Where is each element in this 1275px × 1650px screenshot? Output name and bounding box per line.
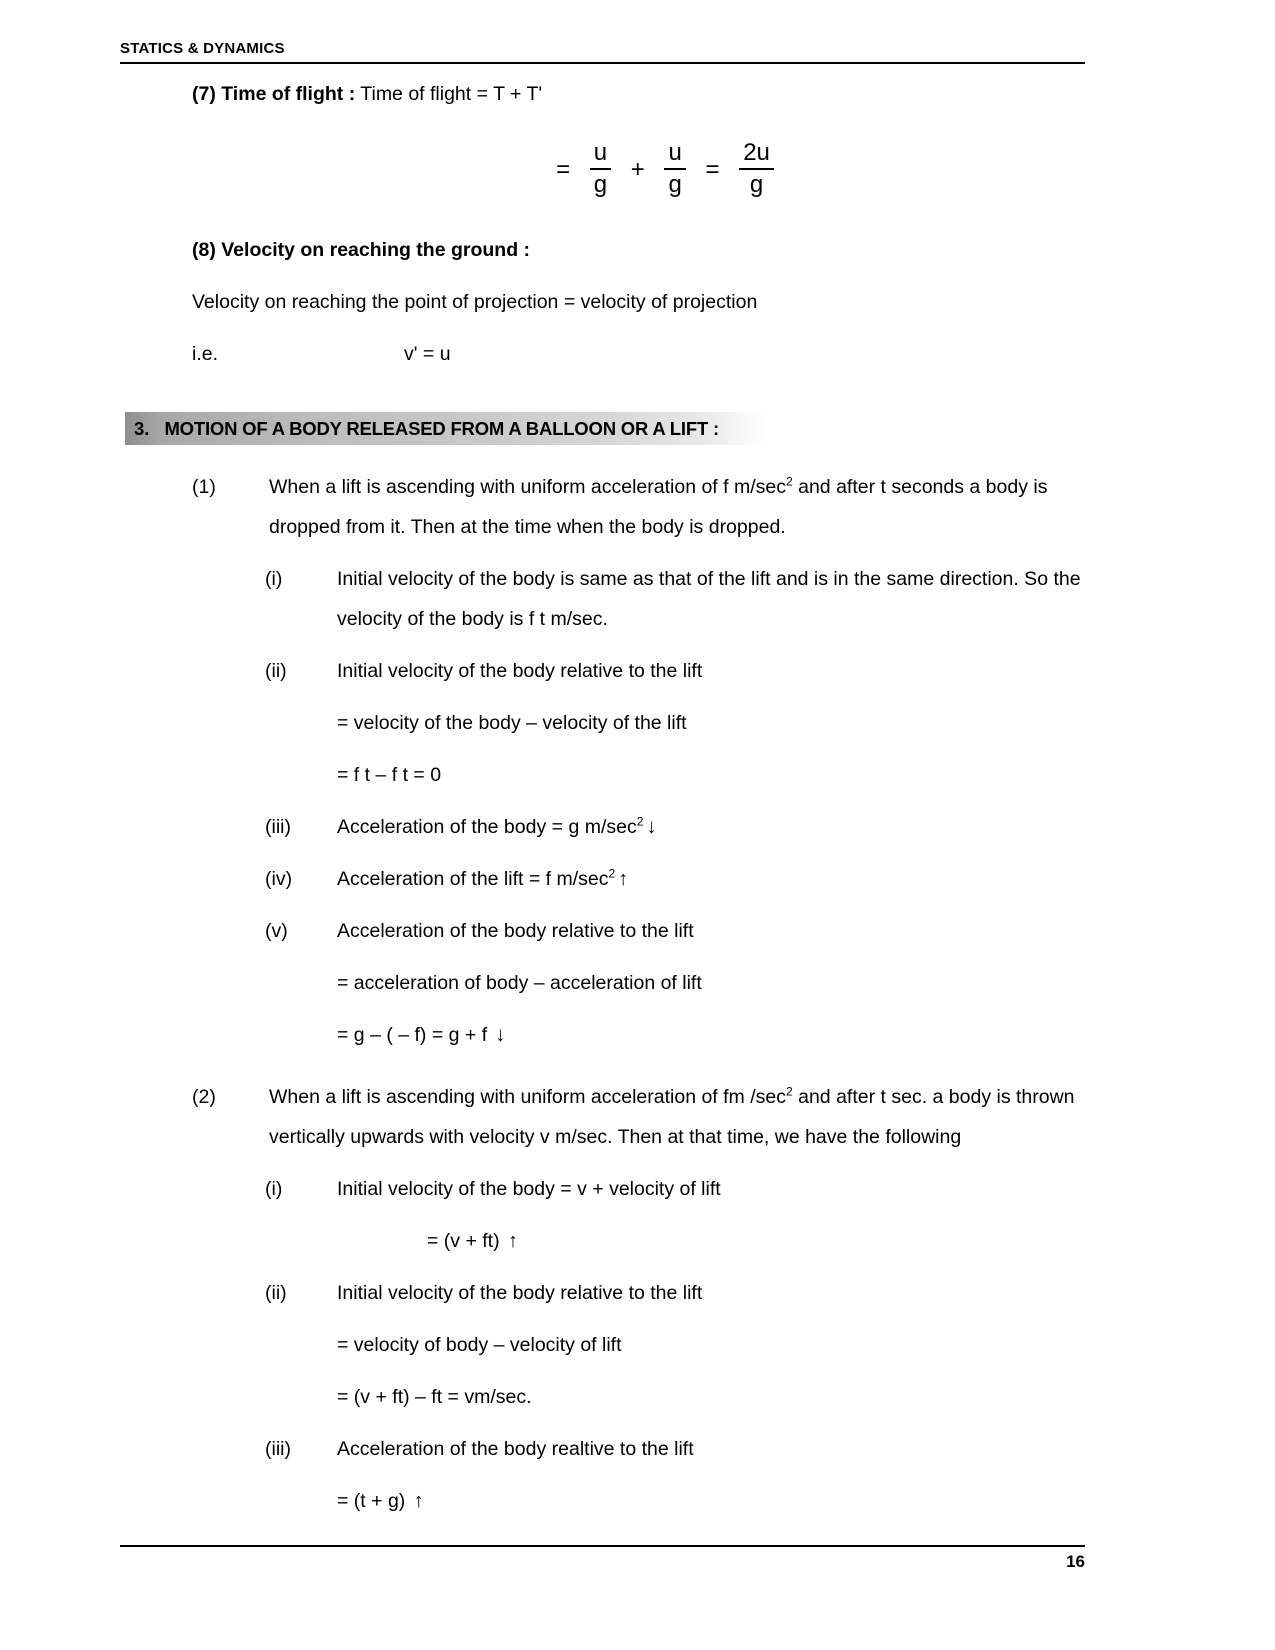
fraction-u-over-g-1	[590, 139, 611, 199]
point-1-sub-v-line-2	[337, 1015, 1090, 1055]
item-8-heading: (8) Velocity on reaching the ground :	[192, 239, 531, 261]
superscript-2: 2	[608, 866, 616, 881]
spacer	[0, 1157, 1275, 1169]
point-2-marker: (2)	[192, 1086, 216, 1108]
point-2-text-part-b: and after t sec. a body is thrown vertically upwards with velocity v m/sec. Then at that time, we have the following	[269, 1086, 1075, 1148]
point-1-text	[269, 467, 1090, 547]
point-2-sub-ii-text: Initial velocity of the body relative to the lift	[337, 1282, 703, 1304]
ie-value: v' = u	[404, 343, 451, 365]
point-2-sub-iii-lines	[265, 1481, 1090, 1521]
point-1-sub-iv-marker: (iv)	[265, 868, 293, 890]
equals-sign-2: =	[705, 156, 720, 183]
fraction-denominator: g	[593, 171, 608, 198]
running-header-title: STATICS & DYNAMICS	[120, 40, 285, 57]
point-2-sub-i-marker: (i)	[265, 1178, 283, 1200]
time-of-flight-equation	[0, 140, 1275, 200]
point-1-row	[192, 467, 1090, 547]
point-1-sub-v-marker: (v)	[265, 920, 288, 942]
spacer	[265, 743, 1090, 755]
point-2-sub-i-equation-text: = (v + ft)	[426, 1230, 506, 1252]
document-body	[0, 74, 1275, 1521]
point-1-sub-iii-row	[265, 807, 1090, 847]
spacer	[0, 1417, 1275, 1429]
point-2-sub-ii-line-2: = (v + ft) – ft = vm/sec.	[337, 1386, 532, 1408]
plus-sign: +	[630, 156, 645, 183]
spacer	[0, 639, 1275, 651]
point-1-sub-i-row	[265, 559, 1090, 639]
footer-page-number: 16	[1066, 1552, 1085, 1571]
spacer	[0, 691, 1275, 703]
item-7-heading-line	[192, 74, 1090, 114]
spacer	[0, 847, 1275, 859]
spacer	[0, 322, 1275, 334]
point-2-sub-iii-line-1	[337, 1481, 1090, 1521]
point-2-text	[269, 1077, 1090, 1157]
spacer	[0, 899, 1275, 911]
equals-sign-1: =	[556, 156, 571, 183]
item-8-line-1: Velocity on reaching the point of projection = velocity of projection	[192, 291, 758, 313]
spacer	[0, 951, 1275, 963]
down-arrow-icon: ↓	[495, 1024, 506, 1046]
fraction-u-over-g-2	[664, 139, 685, 199]
point-1-sub-iii-text	[337, 807, 1090, 847]
up-arrow-icon: ↑	[413, 1490, 424, 1512]
spacer	[0, 270, 1275, 282]
spacer	[265, 1003, 1090, 1015]
fraction-bar	[739, 168, 774, 170]
point-1-marker: (1)	[192, 476, 216, 498]
spacer	[0, 1055, 1275, 1077]
point-2-sub-ii-lines	[265, 1325, 1090, 1417]
spacer	[0, 1261, 1275, 1273]
spacer	[0, 208, 1275, 230]
ie-label: i.e.	[192, 343, 219, 365]
superscript-2: 2	[785, 1084, 793, 1099]
point-2-sub-ii-marker: (ii)	[265, 1282, 287, 1304]
superscript-2: 2	[636, 814, 644, 829]
item-7-label: (7) Time of flight :	[192, 83, 356, 105]
spacer	[0, 1313, 1275, 1325]
point-1-sub-iv-text	[337, 859, 1090, 899]
fraction-numerator: u	[593, 139, 608, 166]
point-1-sub-ii-row	[265, 651, 1090, 691]
point-1-sub-v-lines	[265, 963, 1090, 1055]
point-1-sub-ii-line-2: = f t – f t = 0	[337, 764, 442, 786]
fraction-numerator: 2u	[743, 139, 770, 166]
spacer	[265, 1365, 1090, 1377]
fraction-numerator: u	[668, 139, 682, 166]
up-arrow-icon: ↑	[618, 868, 629, 890]
point-2-sub-ii-line-1: = velocity of body – velocity of lift	[337, 1334, 622, 1356]
point-1-sub-v-line-1: = acceleration of body – acceleration of lift	[337, 972, 702, 994]
point-1-sub-ii-text: Initial velocity of the body relative to the lift	[337, 660, 703, 682]
point-1-sub-ii-line-1: = velocity of the body – velocity of the lift	[337, 712, 687, 734]
point-1-sub-i-text: Initial velocity of the body is same as that of the lift and is in the same direction. So the velocity of the body is f t m/sec.	[337, 568, 1081, 630]
point-1-sub-ii-marker: (ii)	[265, 660, 287, 682]
section-title: MOTION OF A BODY RELEASED FROM A BALLOON OR A LIFT :	[164, 417, 719, 439]
point-1-sub-v-line-2-text: = g – ( – f) = g + f	[337, 1024, 493, 1046]
fraction-2u-over-g	[739, 139, 774, 199]
item-8-ie-row	[192, 334, 1275, 374]
section-number: 3.	[134, 417, 150, 439]
down-arrow-icon: ↓	[646, 816, 657, 838]
point-1-sub-iii-marker: (iii)	[265, 816, 291, 838]
point-1-sub-iv-text-part: Acceleration of the lift = f m/sec	[337, 868, 609, 890]
point-1-text-part-a: When a lift is ascending with uniform acceleration of f m/sec	[269, 476, 786, 498]
fraction-denominator: g	[749, 171, 764, 198]
spacer	[0, 795, 1275, 807]
up-arrow-icon: ↑	[508, 1230, 519, 1252]
footer-rule	[120, 1545, 1085, 1547]
spacer	[0, 1209, 1275, 1221]
fraction-bar	[664, 168, 685, 170]
point-1-sub-ii-lines	[265, 703, 1090, 795]
point-2-row	[192, 1077, 1090, 1157]
point-2-sub-i-row	[265, 1169, 1090, 1209]
point-2-sub-iii-text: Acceleration of the body realtive to the lift	[337, 1438, 694, 1460]
point-2-sub-iii-line-1-text: = (t + g)	[337, 1490, 411, 1512]
point-1-sub-iv-row	[265, 859, 1090, 899]
running-header	[120, 40, 1085, 58]
header-rule	[120, 62, 1085, 64]
point-2-sub-ii-row	[265, 1273, 1090, 1313]
fraction-denominator: g	[668, 171, 682, 198]
point-2-text-part-a: When a lift is ascending with uniform acceleration of fm /sec	[269, 1086, 786, 1108]
spacer	[0, 1469, 1275, 1481]
fraction-bar	[590, 168, 611, 170]
point-1-sub-i-marker: (i)	[265, 568, 283, 590]
item-7-text: Time of flight = T + T'	[360, 83, 543, 105]
point-2-sub-i-text: Initial velocity of the body = v + velocity of lift	[337, 1178, 721, 1200]
spacer	[0, 445, 1275, 467]
point-1-sub-iii-text-part: Acceleration of the body = g m/sec	[337, 816, 637, 838]
point-1-text-part-b: and after t seconds a body is dropped from it. Then at the time when the body is dropped.	[269, 476, 1048, 538]
point-1-sub-v-text: Acceleration of the body relative to the lift	[337, 920, 694, 942]
point-2-sub-iii-marker: (iii)	[265, 1438, 291, 1460]
point-2-sub-i-equation	[0, 1221, 1275, 1261]
section-heading-banner	[125, 412, 765, 445]
point-2-sub-iii-row	[265, 1429, 1090, 1469]
point-1-sub-v-row	[265, 911, 1090, 951]
spacer	[0, 547, 1275, 559]
superscript-2: 2	[785, 474, 793, 489]
